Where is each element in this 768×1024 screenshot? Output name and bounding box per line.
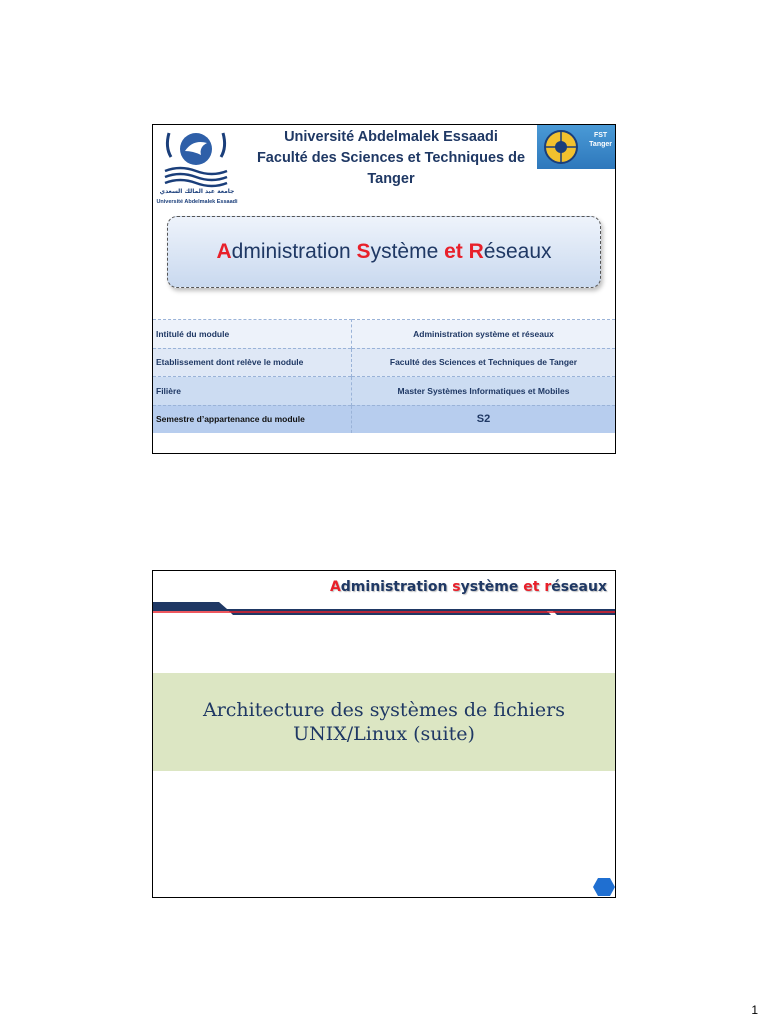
header-connector: et (523, 579, 545, 595)
header-initial: s (452, 579, 461, 595)
header-part: ystème (460, 579, 524, 595)
table-row (153, 405, 615, 433)
table-row (153, 377, 615, 406)
section-title-line: Architecture des systèmes de fichiers (202, 699, 566, 721)
module-info-table (153, 319, 615, 433)
hexagon-icon (593, 877, 615, 897)
title-part: ystème (370, 240, 445, 263)
section-title (203, 698, 565, 746)
row-value: S2 (352, 405, 616, 433)
section-title-box (153, 673, 615, 771)
header-initial: r (544, 579, 552, 595)
university-header (233, 127, 549, 190)
course-header-title (330, 579, 607, 595)
table-row (153, 320, 615, 349)
title-part: éseaux (483, 240, 552, 263)
table-row (153, 348, 615, 377)
fst-logo-line: Tanger (589, 141, 612, 148)
slide-title-page (152, 124, 616, 454)
faculty-name: Faculté des Sciences et Techniques de (256, 150, 526, 166)
course-title (216, 240, 551, 264)
fst-logo-text (589, 131, 612, 149)
faculty-city: Tanger (367, 171, 415, 187)
title-initial: R (468, 240, 484, 263)
title-part: dministration (231, 240, 357, 263)
fst-logo (537, 125, 615, 169)
page-number: 1 (751, 1003, 758, 1017)
row-value: Faculté des Sciences et Techniques de Tanger (352, 348, 616, 377)
logo-caption-arabic: جامعة عبد المالك السعدي (159, 188, 235, 195)
section-title-line: UNIX/Linux (suite) (293, 723, 475, 745)
slide-section (152, 570, 616, 898)
header-part: éseaux (551, 579, 607, 595)
fst-logo-line: FST (593, 132, 608, 139)
title-initial: A (216, 240, 232, 263)
university-name: Université Abdelmalek Essaadi (284, 129, 498, 145)
row-label: Filière (153, 377, 352, 406)
header-initial: A (329, 579, 341, 595)
logo-caption-french: Université Abdelmalek Essaadi (156, 199, 238, 205)
row-label: Semestre d’appartenance du module (153, 405, 352, 433)
header-part: dministration (340, 579, 453, 595)
title-initial: S (356, 240, 371, 263)
row-label: Intitulé du module (153, 320, 352, 349)
row-value: Master Systèmes Informatiques et Mobiles (352, 377, 616, 406)
fst-emblem-icon (539, 125, 583, 169)
row-value: Administration système et réseaux (352, 320, 616, 349)
row-label: Etablissement dont relève le module (153, 348, 352, 377)
title-connector: et (444, 240, 469, 263)
course-title-box (167, 216, 601, 288)
